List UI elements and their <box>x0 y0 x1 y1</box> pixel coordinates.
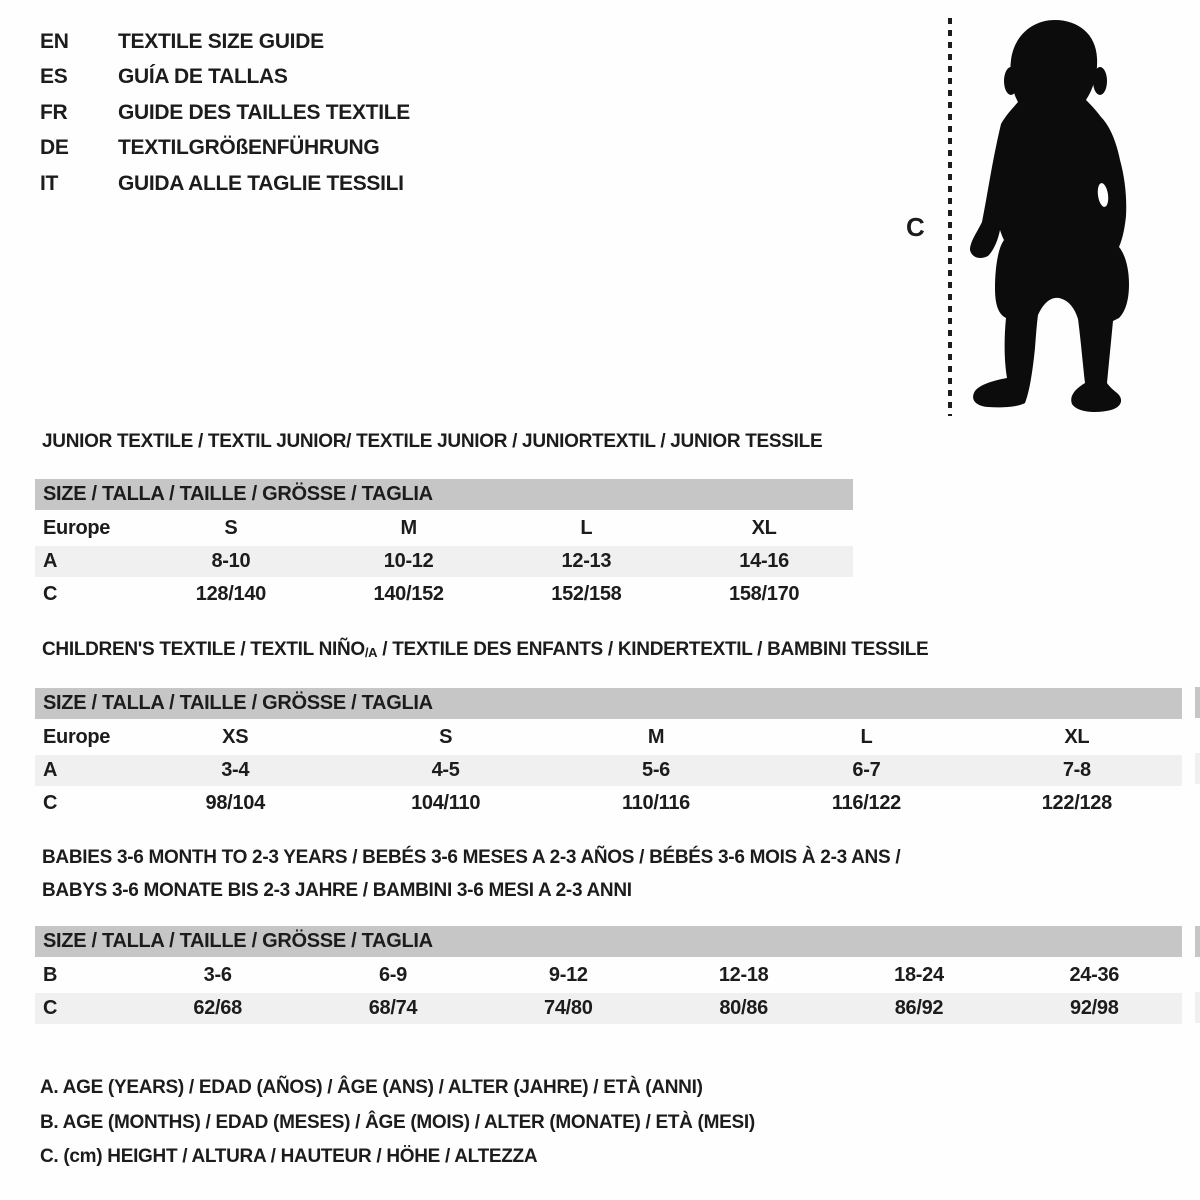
age-cell: 8-10 <box>211 550 251 572</box>
height-cell: 74/80 <box>544 997 593 1019</box>
size-cell: L <box>580 517 593 539</box>
size-cell: XS <box>222 726 249 748</box>
section-junior-textile <box>35 431 853 612</box>
size-cell: XL <box>1064 726 1090 748</box>
age-cell: 7-8 <box>1062 759 1091 781</box>
height-cell: 122/128 <box>1041 792 1112 814</box>
height-measure-dashed-line <box>948 18 952 416</box>
row-label: A <box>43 759 58 781</box>
row-label: C <box>43 997 58 1019</box>
language-code: FR <box>40 100 68 124</box>
title-subscript: /A <box>364 645 378 660</box>
height-cell: 68/74 <box>368 997 418 1019</box>
height-cell: 98/104 <box>205 792 265 814</box>
height-cell: 110/116 <box>622 792 691 814</box>
row-label: A <box>43 550 58 572</box>
section-children-textile <box>35 639 1182 821</box>
table-row-europe <box>35 513 853 544</box>
guide-title: GUIDE DES TAILLES TEXTILE <box>118 100 410 124</box>
section-title-babies <box>35 841 1182 907</box>
height-cell: 86/92 <box>894 997 944 1019</box>
months-cell: 18-24 <box>894 964 944 986</box>
size-cell: M <box>400 517 417 539</box>
age-cell: 12-13 <box>561 550 612 572</box>
language-code: DE <box>40 136 69 160</box>
babies-title-line2: BABYS 3-6 MONATE BIS 2-3 JAHRE / BAMBINI 3-6 MESI A 2-3 ANNI <box>42 880 632 901</box>
age-cell: 10-12 <box>383 550 434 572</box>
children-size-table <box>35 688 1182 819</box>
months-cell: 3-6 <box>203 964 232 986</box>
language-code: IT <box>40 171 59 195</box>
row-label: Europe <box>43 726 111 748</box>
height-measure-label: C <box>906 212 925 242</box>
months-cell: 24-36 <box>1069 964 1120 986</box>
months-cell: 12-18 <box>718 964 769 986</box>
title-pre: CHILDREN'S TEXTILE / TEXTIL NIÑO <box>42 639 365 660</box>
table-edge-fragment <box>1195 992 1200 1023</box>
row-label: C <box>43 583 58 605</box>
table-header-size: SIZE / TALLA / TAILLE / GRÖSSE / TAGLIA <box>35 926 1182 957</box>
height-cell: 104/110 <box>411 792 481 814</box>
table-header-size: SIZE / TALLA / TAILLE / GRÖSSE / TAGLIA <box>35 688 1182 719</box>
language-row-it <box>40 166 410 202</box>
guide-title: GUIDA ALLE TAGLIE TESSILI <box>118 171 404 195</box>
table-edge-fragment <box>1195 687 1200 718</box>
language-row-es <box>40 60 410 96</box>
age-cell: 5-6 <box>642 759 671 781</box>
legend-line-b: B. AGE (MONTHS) / EDAD (MESES) / ÂGE (MOIS) / ALTER (MONATE) / ETÀ (MESI) <box>40 1111 755 1133</box>
language-code: EN <box>40 29 69 53</box>
babies-title-line1: BABIES 3-6 MONTH TO 2-3 YEARS / BEBÉS 3-6 MESES A 2-3 AÑOS / BÉBÉS 3-6 MOIS À 2-3 ANS / <box>42 847 901 868</box>
height-cell: 80/86 <box>719 997 768 1019</box>
row-label: C <box>43 792 58 814</box>
babies-size-table <box>35 926 1182 1024</box>
table-row-height <box>35 993 1182 1024</box>
legend-line-a: A. AGE (YEARS) / EDAD (AÑOS) / ÂGE (ANS) / ALTER (JAHRE) / ETÀ (ANNI) <box>40 1077 703 1099</box>
age-cell: 14-16 <box>739 550 789 572</box>
row-label: B <box>43 964 58 986</box>
table-header-size: SIZE / TALLA / TAILLE / GRÖSSE / TAGLIA <box>35 479 853 510</box>
guide-title: TEXTILE SIZE GUIDE <box>118 29 324 53</box>
guide-title: TEXTILGRÖßENFÜHRUNG <box>118 136 380 160</box>
guide-title: GUÍA DE TALLAS <box>118 65 288 89</box>
height-cell: 158/170 <box>729 583 800 605</box>
legend-block <box>40 1071 755 1175</box>
table-row-age <box>35 546 853 577</box>
size-cell: XL <box>751 517 777 539</box>
language-row-fr <box>40 95 410 131</box>
section-title-children <box>35 639 1182 662</box>
table-row-age <box>35 755 1182 786</box>
row-label: Europe <box>43 517 111 539</box>
table-row-europe <box>35 722 1182 753</box>
age-cell: 3-4 <box>221 759 250 781</box>
age-cell: 4-5 <box>431 759 460 781</box>
language-title-block <box>40 24 410 202</box>
age-cell: 6-7 <box>852 759 881 781</box>
months-cell: 9-12 <box>548 964 588 986</box>
height-cell: 140/152 <box>373 583 444 605</box>
height-cell: 62/68 <box>193 997 242 1019</box>
legend-line-c: C. (cm) HEIGHT / ALTURA / HAUTEUR / HÖHE / ALTEZZA <box>40 1146 538 1168</box>
months-cell: 6-9 <box>378 964 407 986</box>
table-edge-fragment <box>1195 753 1200 784</box>
table-row-months <box>35 960 1182 991</box>
size-cell: S <box>439 726 453 748</box>
height-cell: 116/122 <box>831 792 901 814</box>
title-post: / TEXTILE DES ENFANTS / KINDERTEXTIL / BAMBINI TESSILE <box>377 639 929 660</box>
language-row-en <box>40 24 410 60</box>
size-cell: L <box>860 726 873 748</box>
table-edge-fragment <box>1195 926 1200 957</box>
height-cell: 92/98 <box>1070 997 1119 1019</box>
junior-size-table <box>35 479 853 610</box>
size-cell: M <box>647 726 665 748</box>
section-babies-textile <box>35 841 1182 1026</box>
size-cell: S <box>224 517 238 539</box>
height-cell: 152/158 <box>551 583 622 605</box>
language-code: ES <box>40 65 68 89</box>
toddler-silhouette-image <box>962 12 1148 420</box>
table-row-height <box>35 579 853 610</box>
section-title-junior: JUNIOR TEXTILE / TEXTIL JUNIOR/ TEXTILE JUNIOR / JUNIORTEXTIL / JUNIOR TESSILE <box>42 431 823 452</box>
height-cell: 128/140 <box>195 583 266 605</box>
table-row-height <box>35 788 1182 819</box>
language-row-de <box>40 131 410 167</box>
